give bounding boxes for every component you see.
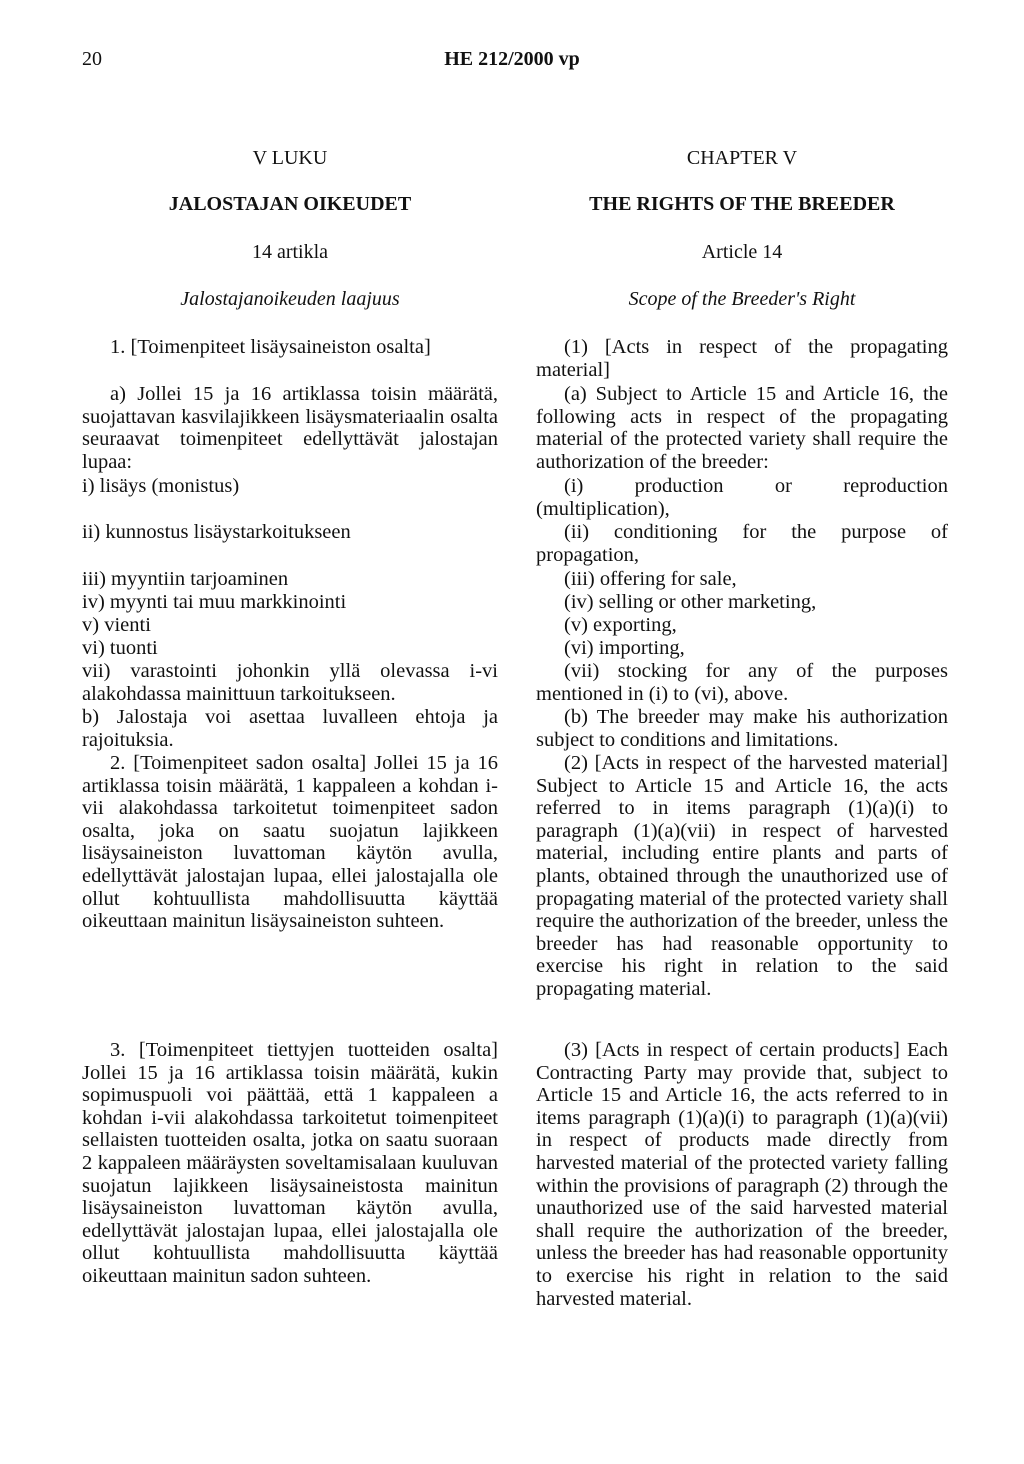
item-vii: vii) varastointi johonkin yllä olevassa i-vi alakohdassa mainittuun tarkoitukseen.: [82, 660, 498, 705]
item-vi: (vi) importing,: [564, 637, 685, 659]
item-b: b) Jalostaja voi asettaa luvalleen ehtoja ja rajoituksia.: [82, 706, 498, 751]
item-i: (i) production or reproduction (multiplication),: [536, 475, 948, 520]
item-iv: (iv) selling or other marketing,: [564, 591, 817, 613]
paragraph-3: 3. [Toimenpiteet tiettyjen tuotteiden osalta] Jollei 15 ja 16 artiklassa toisin määrätä, kukin sopimuspuoli voi päättää, että 1 kappaleen a kohdan i-vii alakohdassa tarkoitetut toimenpiteet sellaisten tuotteiden osalta, jotka on saatu suoraan 2 kappaleen määräysten soveltamisalaan kuuluvan suojatun lajikkeen lisäysaineistosta mainitun lisäysaineiston luvattoman käytön avulla, edellyttävät jalostajan lupaa, ellei jalostajalla ole ollut kohtuullista mahdollisuutta käyttää oikeuttaan mainitun sadon suhteen.: [82, 1039, 498, 1287]
item-iv: iv) myynti tai muu markkinointi: [82, 591, 347, 613]
article-number: Article 14: [701, 241, 783, 263]
chapter-title: THE RIGHTS OF THE BREEDER: [589, 193, 895, 215]
paragraph-2: (2) [Acts in respect of the harvested material] Subject to Article 15 and Article 16, the acts referred to in items paragraph (1)(a)(i) to paragraph (1)(a)(vii) in respect of harvested material, including entire plants and parts of plants, obtained through the unauthorized use of propagating material of the protected variety shall require the authorization of the breeder, unless the breeder has had reasonable opportunity to exercise his right in relation to the said propagating material.: [536, 752, 948, 1000]
item-iii: iii) myyntiin tarjoaminen: [82, 568, 289, 590]
article-title: Jalostajanoikeuden laajuus: [180, 288, 400, 310]
item-i: i) lisäys (monistus): [82, 475, 240, 497]
chapter-title: JALOSTAJAN OIKEUDET: [168, 193, 412, 215]
paragraph-2: 2. [Toimenpiteet sadon osalta] Jollei 15 ja 16 artiklassa toisin määrätä, 1 kappaleen a kohdan i-vii alakohdassa tarkoitetut toimenpiteet sadon osalta, joka on saatu suojatun lajikkeen lisäysaineiston luvattoman käytön avulla, edellyttävät jalostajan lupaa, ellei jalostajalla ole ollut kohtuullista mahdollisuutta käyttää oikeuttaan mainitun lisäysaineiston suhteen.: [82, 752, 498, 933]
paragraph-1: 1. [Toimenpiteet lisäysaineiston osalta]: [110, 336, 431, 358]
document-id: HE 212/2000 vp: [444, 48, 580, 70]
item-vii: (vii) stocking for any of the purposes mentioned in (i) to (vi), above.: [536, 660, 948, 705]
paragraph-1: (1) [Acts in respect of the propagating material]: [536, 336, 948, 381]
chapter-heading: CHAPTER V: [686, 147, 798, 169]
item-b: (b) The breeder may make his authorization subject to conditions and limitations.: [536, 706, 948, 751]
item-v: v) vienti: [82, 614, 151, 636]
paragraph-3: (3) [Acts in respect of certain products] Each Contracting Party may provide that, subject to Article 15 and Article 16, the acts referred to in items paragraph (1)(a)(i) to paragraph (1)(a)(vii) in respect of products made directly from harvested material of the protected variety falling within the provisions of paragraph (2) through the unauthorized use of the said harvested material shall require the authorization of the breeder, unless the breeder has had reasonable opportunity to exercise his right in relation to the said harvested material.: [536, 1039, 948, 1310]
item-v: (v) exporting,: [564, 614, 677, 636]
finnish-column: [82, 0, 498, 1464]
english-column: [536, 0, 948, 1464]
item-ii: (ii) conditioning for the purpose of propagation,: [536, 521, 948, 566]
page-number: 20: [82, 48, 102, 70]
item-vi: vi) tuonti: [82, 637, 158, 659]
item-a: (a) Subject to Article 15 and Article 16, the following acts in respect of the propagating material of the protected variety shall require the authorization of the breeder:: [536, 383, 948, 473]
item-ii: ii) kunnostus lisäystarkoitukseen: [82, 521, 351, 543]
item-a: a) Jollei 15 ja 16 artiklassa toisin määrätä, suojattavan kasvilajikkeen lisäysmateriaalin osalta seuraavat toimenpiteet edellyttävät jalostajan lupaa:: [82, 383, 498, 473]
article-title: Scope of the Breeder's Right: [628, 288, 856, 310]
chapter-heading: V LUKU: [252, 147, 328, 169]
article-number: 14 artikla: [251, 241, 329, 263]
item-iii: (iii) offering for sale,: [564, 568, 737, 590]
